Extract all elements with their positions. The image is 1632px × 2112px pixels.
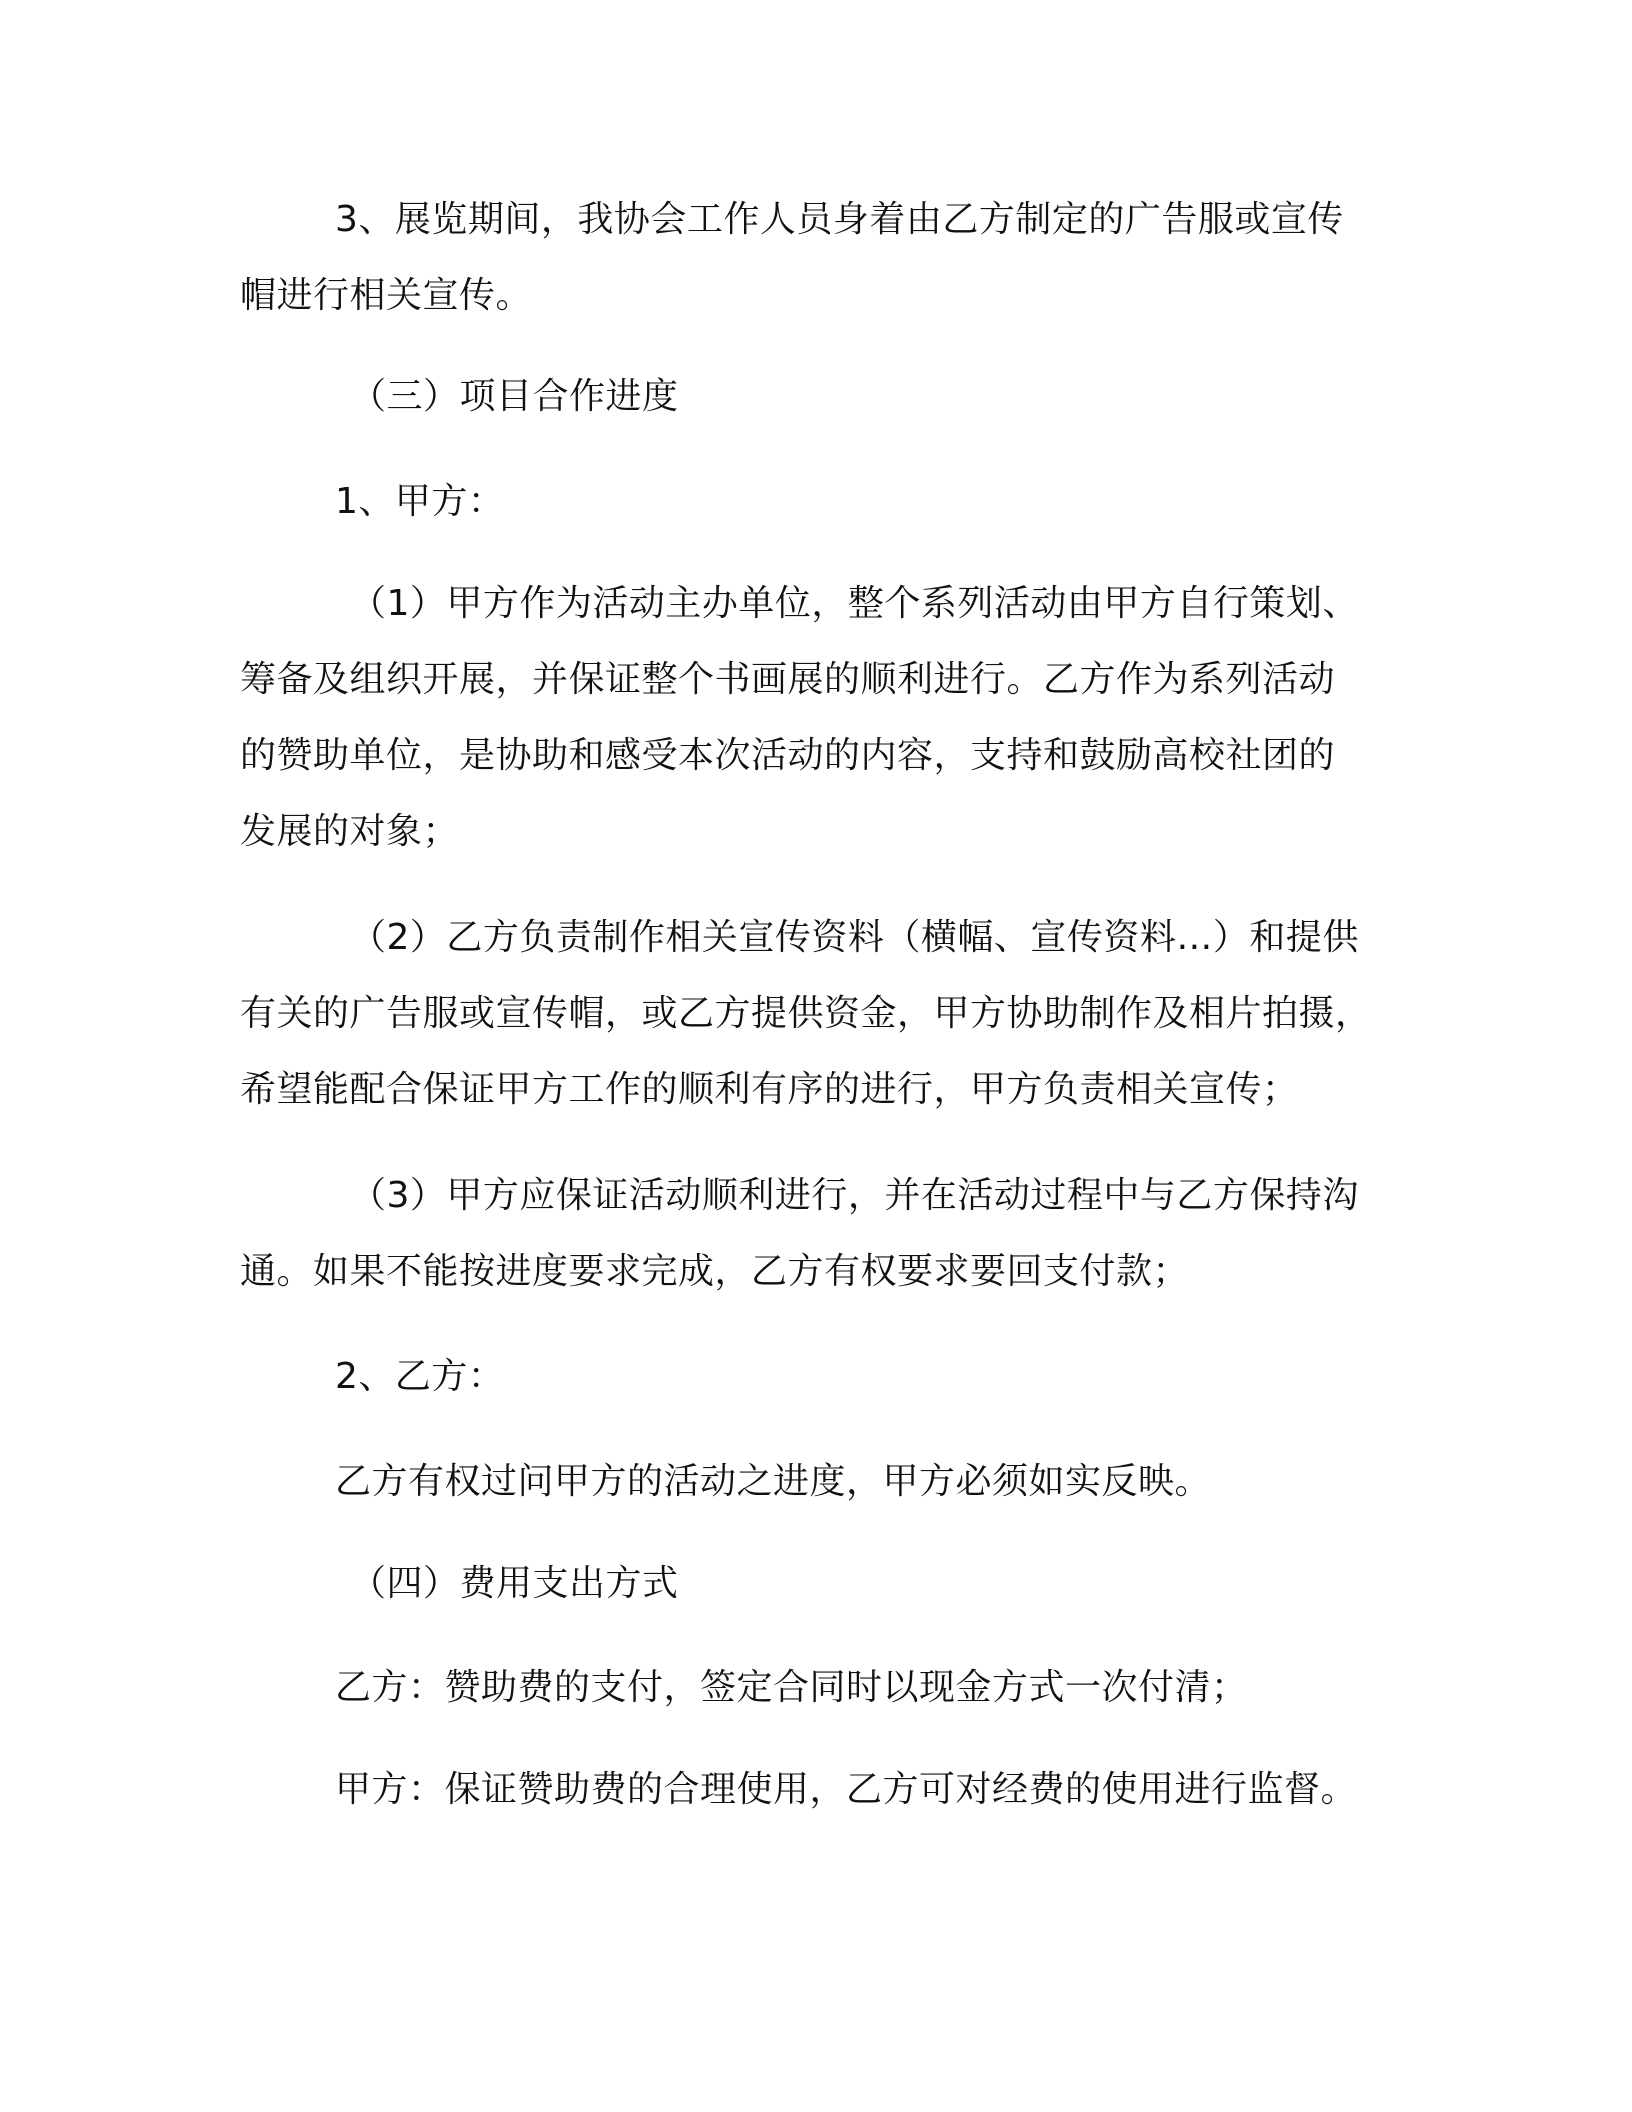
item-2-line-3: 希望能配合保证甲方工作的顺利有序的进行，甲方负责相关宣传； <box>240 1069 1299 1110</box>
item-1-line-1: （1）甲方作为活动主办单位，整个系列活动由甲方自行策划、 <box>350 583 1359 624</box>
party-a-payment: 甲方：保证赞助费的合理使用，乙方可对经费的使用进行监督。 <box>335 1769 1358 1810</box>
item-1-line-3: 的赞助单位，是协助和感受本次活动的内容，支持和鼓励高校社团的 <box>240 735 1336 776</box>
party-b-payment: 乙方：赞助费的支付，签定合同时以现金方式一次付清； <box>335 1667 1248 1708</box>
item-3-line-2: 通。如果不能按进度要求完成，乙方有权要求要回支付款； <box>240 1251 1190 1292</box>
item-2-line-2: 有关的广告服或宣传帽，或乙方提供资金，甲方协助制作及相片拍摄， <box>240 993 1372 1034</box>
party-b-heading: 2、乙方： <box>335 1356 505 1397</box>
paragraph-3-line-1: 3、展览期间，我协会工作人员身着由乙方制定的广告服或宣传 <box>335 199 1344 240</box>
section-heading-4: （四）费用支出方式 <box>350 1563 679 1604</box>
party-a-heading: 1、甲方： <box>335 481 505 522</box>
item-1-line-4: 发展的对象； <box>240 811 460 852</box>
party-b-rights: 乙方有权过问甲方的活动之进度，甲方必须如实反映。 <box>335 1461 1212 1502</box>
item-2-line-1: （2）乙方负责制作相关宣传资料（横幅、宣传资料…）和提供 <box>350 917 1359 958</box>
section-heading-3: （三）项目合作进度 <box>350 376 679 417</box>
paragraph-3-line-2: 帽进行相关宣传。 <box>240 275 533 316</box>
item-1-line-2: 筹备及组织开展，并保证整个书画展的顺利进行。乙方作为系列活动 <box>240 659 1336 700</box>
item-3-line-1: （3）甲方应保证活动顺利进行，并在活动过程中与乙方保持沟 <box>350 1175 1359 1216</box>
